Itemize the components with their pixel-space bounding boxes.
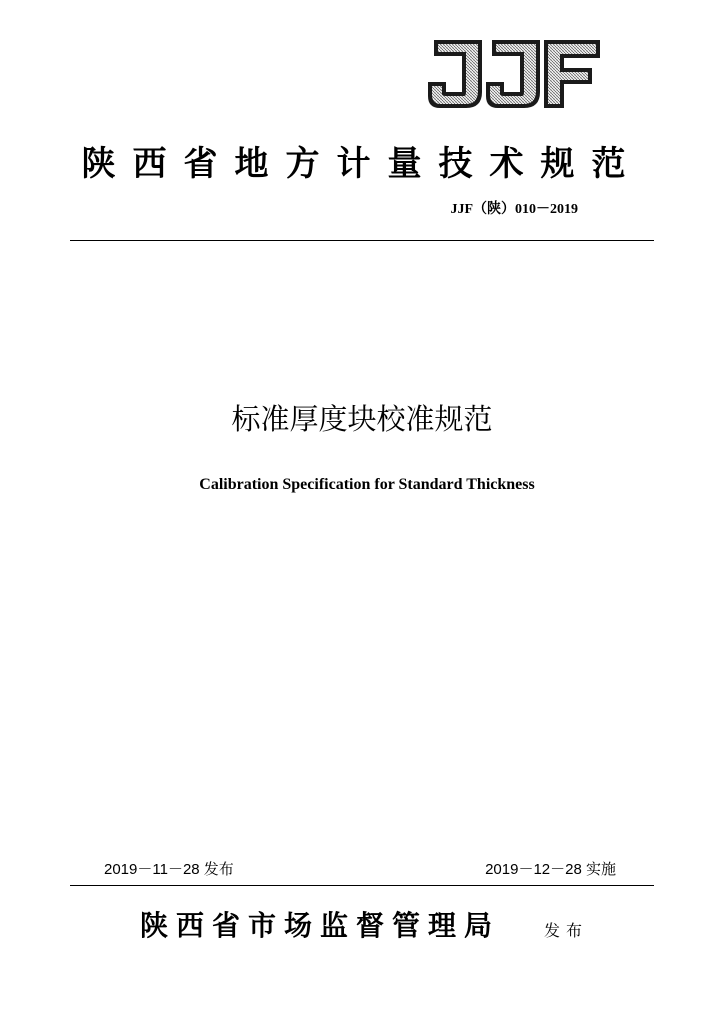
bottom-divider	[70, 885, 654, 886]
document-subtitle: Calibration Specification for Standard Thickness	[199, 476, 535, 493]
jjf-logo	[426, 36, 602, 112]
document-title: 标准厚度块校准规范	[231, 402, 493, 436]
implementation-date: 2019－12－28 实施	[485, 861, 616, 878]
issuer-title: 陕西省地方计量技术规范	[81, 144, 643, 184]
publish-label: 发布	[544, 921, 589, 940]
document-code: JJF（陕）010－2019	[450, 202, 578, 217]
top-divider	[70, 240, 654, 241]
issue-date: 2019－11－28 发布	[104, 861, 234, 878]
publisher-name: 陕西省市场监督管理局	[140, 909, 501, 942]
